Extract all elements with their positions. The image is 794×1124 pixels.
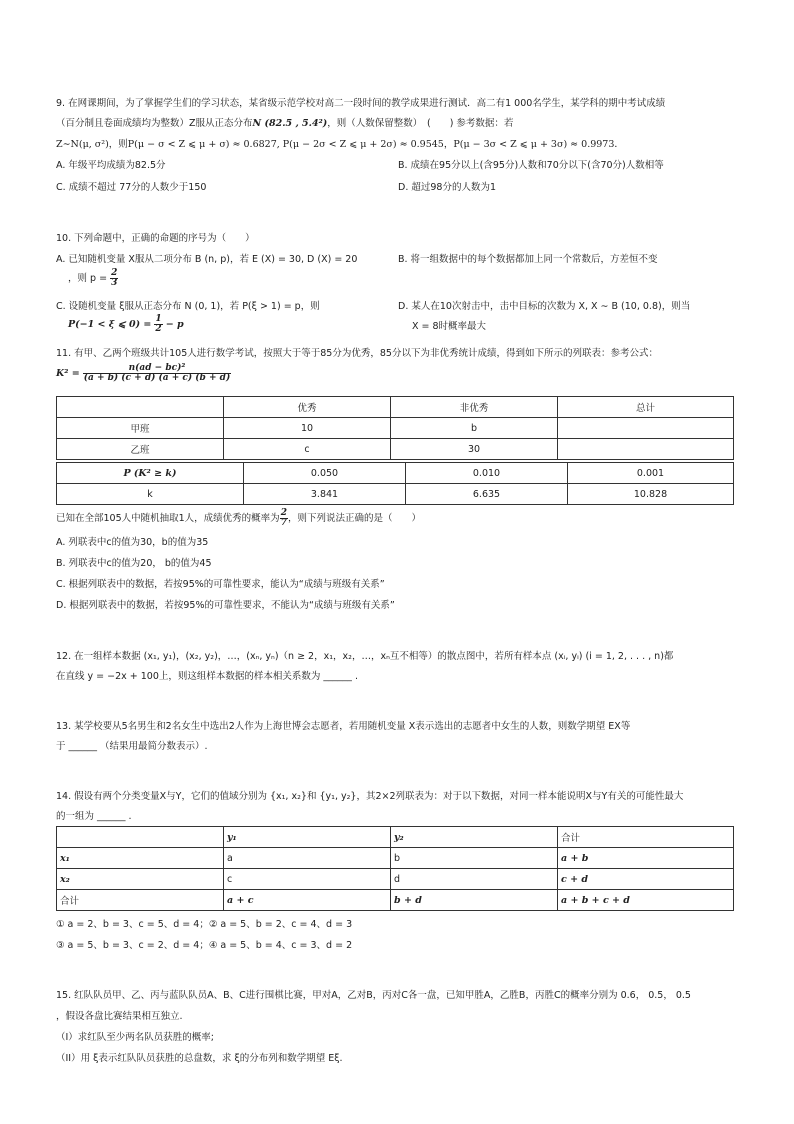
- q9-reference-data: Z∼N(μ, σ²)，则P(μ − σ < Z ⩽ μ + σ) ≈ 0.6827, P(μ − 2σ < Z ⩽ μ + 2σ) ≈ 0.9545，P(μ − 3σ < Z ⩽ μ + 3σ) ≈ 0.9973．: [56, 139, 624, 150]
- q14-options-line2: ③ a = 5、b = 3、c = 2、d = 4；④ a = 5、b = 4、c = 3、d = 2: [56, 940, 353, 951]
- q9-stem-line1: 9. 在网课期间，为了掌握学生们的学习状态，某省级示范学校对高二一段时间的教学成果进行测试．高二有1 000名学生，某学科的期中考试成绩: [56, 98, 666, 109]
- q14-contingency-table: [56, 826, 734, 911]
- q11-option-b: B. 列联表中c的值为20， b的值为45: [56, 558, 212, 569]
- q10-option-c-line2: P(−1 < ξ ⩽ 0) = $\frac{1}{2}$ − p: [68, 314, 184, 334]
- q10-option-d-line2: X = 8时概率最大: [412, 321, 487, 332]
- q14-stem-line1: 14. 假设有两个分类变量X与Y，它们的值域分别为 {x₁, x₂}和 {y₁, y₂}，其2×2列联表为：对于以下数据，对同一样本能说明X与Y有关的可能性最大: [56, 791, 684, 802]
- q11-critical-value-table: [56, 462, 734, 505]
- q12-stem-line1: 12. 在一组样本数据 (x₁, y₁)，(x₂, y₂)，…，(xₙ, yₙ)（n ≥ 2，x₁，x₂，…，xₙ互不相等）的散点图中，若所有样本点 (xᵢ, yᵢ) (i = 1, 2, . . . , n)都: [56, 651, 674, 662]
- q9-option-c: C. 成绩不超过 77分的人数少于150: [56, 182, 207, 193]
- q10-option-c-line1: C. 设随机变量 ξ服从正态分布 N (0, 1)，若 P(ξ > 1) = p，则: [56, 301, 320, 312]
- q9-option-d: D. 超过98分的人数为1: [398, 182, 496, 193]
- table-row: x₁ a b a + b: [57, 848, 734, 869]
- q14-options-line1: ① a = 2、b = 3、c = 5、d = 4；② a = 5、b = 2、c = 4、d = 3: [56, 919, 353, 930]
- q10-option-d-line1: D. 某人在10次射击中，击中目标的次数为 X, X ∼ B (10, 0.8)，则当: [398, 301, 691, 312]
- q15-stem-line1: 15. 红队队员甲、乙、丙与蓝队队员A、B、C进行围棋比赛，甲对A，乙对B，丙对C各一盘，已知甲胜A，乙胜B，丙胜C的概率分别为 0.6， 0.5， 0.5: [56, 990, 691, 1001]
- q9-option-a: A. 年级平均成绩为82.5分: [56, 160, 166, 171]
- q13-stem-line2: 于 ______ （结果用最简分数表示）.: [56, 741, 208, 752]
- table-row: 甲班 10 b: [57, 418, 734, 439]
- table-row: 优秀 非优秀 总计: [57, 397, 734, 418]
- q13-stem-line1: 13. 某学校要从5名男生和2名女生中选出2人作为上海世博会志愿者，若用随机变量 X表示选出的志愿者中女生的人数，则数学期望 EX等: [56, 721, 631, 732]
- table-row: y₁ y₂ 合计: [57, 827, 734, 848]
- q15-part-1: （I）求红队至少两名队员获胜的概率;: [56, 1032, 215, 1043]
- q11-option-d: D. 根据列联表中的数据，若按95%的可靠性要求，不能认为“成绩与班级有关系”: [56, 600, 395, 611]
- q12-stem-line2: 在直线 y = −2x + 100上，则这组样本数据的样本相关系数为 ______ .: [56, 671, 358, 682]
- table-row: 乙班 c 30: [57, 439, 734, 460]
- q10-option-a-line2: ，则 p = $\frac{2}{3}$: [68, 268, 118, 288]
- q11-option-c: C. 根据列联表中的数据，若按95%的可靠性要求，能认为“成绩与班级有关系”: [56, 579, 385, 590]
- q10-option-b: B. 将一组数据中的每个数据都加上同一个常数后，方差恒不变: [398, 254, 658, 265]
- q11-option-a: A. 列联表中c的值为30，b的值为35: [56, 537, 209, 548]
- table-row: k 3.841 6.635 10.828: [57, 484, 734, 505]
- q11-contingency-table: [56, 396, 734, 460]
- table-row: P (K² ≥ k) 0.050 0.010 0.001: [57, 463, 734, 484]
- q15-stem-line2: ，假设各盘比赛结果相互独立.: [56, 1011, 183, 1022]
- q9-stem-line2: （百分制且卷面成绩均为整数）Z服从正态分布N (82.5 , 5.4²)，则（人数保留整数） ( ) 参考数据：若: [56, 118, 514, 129]
- q11-formula: K² = $\frac{\text{n(ad − bc)²}}{(a + b) (c + d) (a + c) (b + d)}$: [56, 363, 231, 383]
- q9-option-b: B. 成绩在95分以上(含95分)人数和70分以下(含70分)人数相等: [398, 160, 664, 171]
- q11-question: 已知在全部105人中随机抽取1人，成绩优秀的概率为 $\frac{2}{7}$ ，则下列说法正确的是（ ）: [56, 508, 421, 528]
- q15-part-2: （II）用 ξ表示红队队员获胜的总盘数，求 ξ的分布列和数学期望 Eξ.: [56, 1053, 343, 1064]
- q10-stem: 10. 下列命题中，正确的命题的序号为（ ）: [56, 233, 255, 244]
- q11-stem: 11. 有甲、乙两个班级共计105人进行数学考试，按照大于等于85分为优秀，85分以下为非优秀统计成绩，得到如下所示的列联表：参考公式：: [56, 348, 658, 359]
- q14-stem-line2: 的一组为 ______ .: [56, 811, 132, 822]
- table-row: x₂ c d c + d: [57, 869, 734, 890]
- table-row: 合计 a + c b + d a + b + c + d: [57, 890, 734, 911]
- q10-option-a-line1: A. 已知随机变量 X服从二项分布 B (n, p)，若 E (X) = 30, D (X) = 20: [56, 254, 358, 265]
